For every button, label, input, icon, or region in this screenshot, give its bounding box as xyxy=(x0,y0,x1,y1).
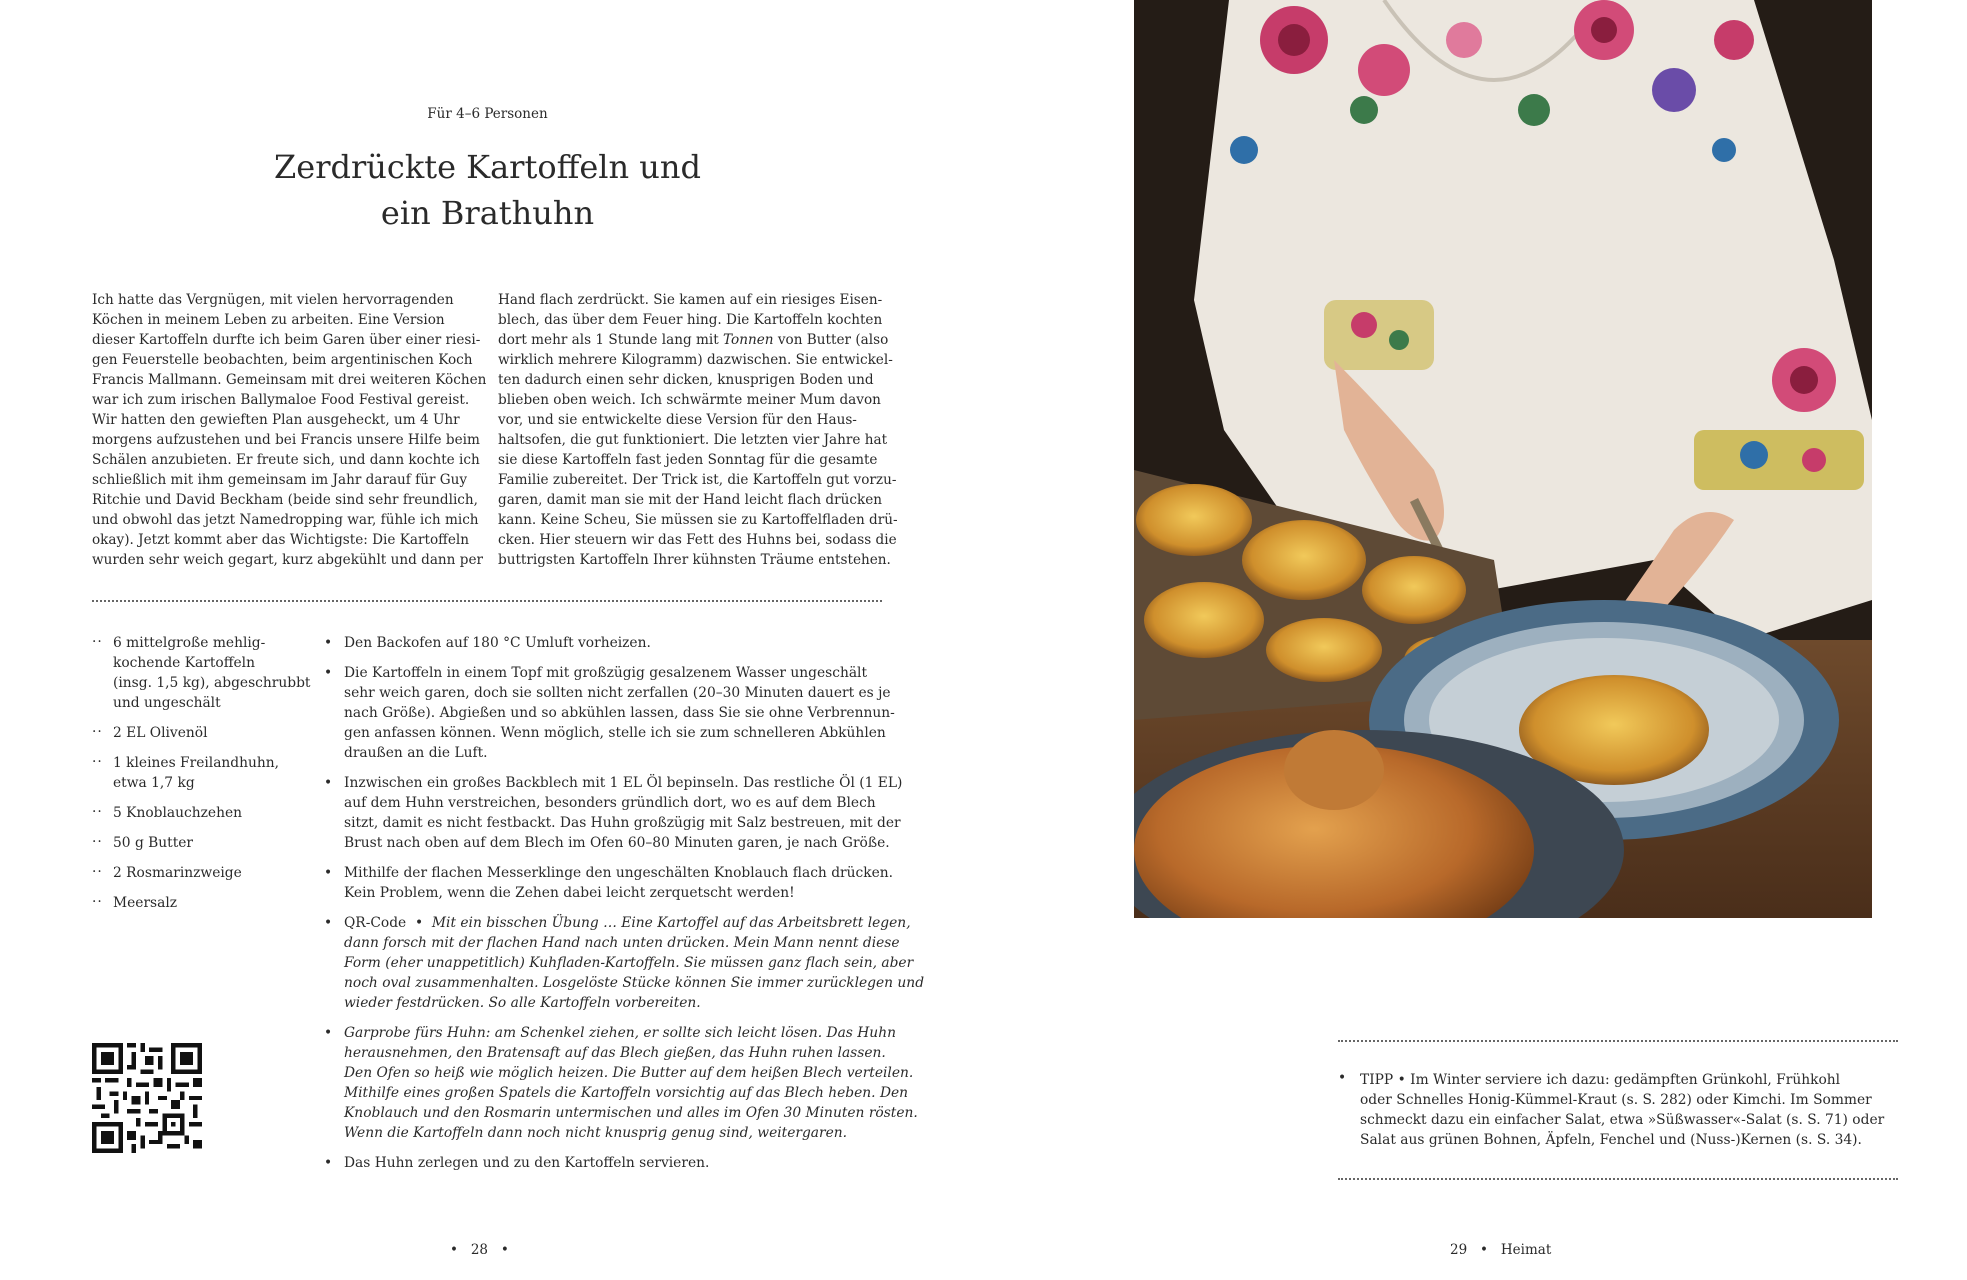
intro-line: Schälen anzubieten. Er freute sich, und dann kochte ich xyxy=(92,452,480,468)
ingredient-item xyxy=(92,723,312,743)
ingredient-line: 50 g Butter xyxy=(113,835,194,851)
intro-line: war ich zum irischen Ballymaloe Food Festival gereist. xyxy=(92,392,470,408)
ingredient-line: ·· 1 kleines Freilandhuhn, xyxy=(113,755,280,771)
intro-line: und obwohl das jetzt Namedropping war, fühle ich mich xyxy=(92,512,479,528)
intro-line: Hand flach zerdrückt. Sie kamen auf ein riesiges Eisen- xyxy=(498,292,883,308)
ingredient-line: 2 EL Olivenöl xyxy=(113,725,208,741)
step-text: Mit ein bisschen Übung … Eine Kartoffel auf das Arbeitsbrett legen, xyxy=(431,915,911,931)
recipe-photo xyxy=(1134,0,1872,918)
intro-line: Familie zubereitet. Der Trick ist, die Kartoffeln gut vorzu- xyxy=(498,472,897,488)
step-line: herausnehmen, den Bratensaft auf das Blech gießen, das Huhn ruhen lassen. xyxy=(344,1045,886,1061)
intro-column-right xyxy=(498,290,898,570)
ingredient-line: ·· 6 mittelgroße mehlig- xyxy=(113,635,266,651)
step-line: draußen an die Luft. xyxy=(344,745,488,761)
step-line: Wenn die Kartoffeln dann noch nicht knusprig genug sind, weitergaren. xyxy=(344,1125,848,1141)
intro-line: Ritchie und David Beckham (beide sind sehr freundlich, xyxy=(92,492,479,508)
intro-line: wirklich mehrere Kilogramm) dazwischen. Sie entwickel- xyxy=(498,352,893,368)
ingredient-list xyxy=(92,633,312,923)
recipe-title-line-2: ein Brathuhn xyxy=(380,194,595,232)
tip-line: oder Schnelles Honig-Kümmel-Kraut (s. S. 282) oder Kimchi. Im Sommer xyxy=(1360,1092,1872,1108)
step-line: • Den Backofen auf 180 °C Umluft vorheizen. xyxy=(344,635,651,651)
page-number-left: • 28 • xyxy=(450,1242,509,1258)
intro-line: cken. Hier steuern wir das Fett des Huhns bei, sodass die xyxy=(498,532,897,548)
tip-divider-bottom xyxy=(1338,1178,1898,1180)
serving-size: Für 4–6 Personen xyxy=(427,106,548,122)
section-divider xyxy=(92,600,882,602)
intro-line xyxy=(498,330,889,350)
intro-line: buttrigsten Kartoffeln Ihrer kühnsten Träume entstehen. xyxy=(498,552,891,568)
step-line: auf dem Huhn verstreichen, besonders gründlich dort, wo es auf dem Blech xyxy=(344,795,876,811)
intro-line: okay). Jetzt kommt aber das Wichtigste: Die Kartoffeln xyxy=(92,532,469,548)
intro-column-left xyxy=(92,290,487,570)
intro-line: vor, und sie entwickelte diese Version für den Haus- xyxy=(498,412,857,428)
method-step xyxy=(322,773,903,853)
step-line: gen anfassen können. Wenn möglich, stelle ich sie zum schnelleren Abkühlen xyxy=(344,725,886,741)
step-line: sehr weich garen, doch sie sollten nicht zerfallen (20–30 Minuten dauert es je xyxy=(344,685,891,701)
intro-line: schließlich mit ihm gemeinsam im Jahr darauf für Guy xyxy=(92,472,468,488)
qr-code-label: QR-Code • xyxy=(344,915,432,931)
ingredient-line: und ungeschält xyxy=(113,695,221,711)
intro-line: blieben oben weich. Ich schwärmte meiner Mum davon xyxy=(498,392,881,408)
method-step xyxy=(322,863,894,903)
emphasis-word: Tonnen xyxy=(723,332,774,348)
intro-line: Ich hatte das Vergnügen, mit vielen hervorragenden xyxy=(92,292,454,308)
method-step xyxy=(322,1023,918,1143)
step-line: dann forsch mit der flachen Hand nach unten drücken. Mein Mann nennt diese xyxy=(344,935,900,951)
step-line xyxy=(344,913,911,933)
qr-code-icon[interactable] xyxy=(92,1043,202,1153)
ingredient-line: (insg. 1,5 kg), abgeschrubbt xyxy=(113,675,311,691)
method-step xyxy=(322,1153,882,1173)
ingredient-item xyxy=(92,833,312,853)
ingredient-line: 2 Rosmarinzweige xyxy=(113,865,242,881)
step-line: sitzt, damit es nicht festbackt. Das Huhn großzügig mit Salz bestreuen, mit der xyxy=(344,815,901,831)
method-step xyxy=(322,633,882,653)
intro-line: ten dadurch einen sehr dicken, knusprigen Boden und xyxy=(498,372,874,388)
ingredient-item xyxy=(92,893,312,913)
step-line: Brust nach oben auf dem Blech im Ofen 60–80 Minuten garen, je nach Größe. xyxy=(344,835,890,851)
step-line: • Die Kartoffeln in einem Topf mit großzügig gesalzenem Wasser ungeschält xyxy=(344,665,868,681)
step-line: Kein Problem, wenn die Zehen dabei leicht zerquetscht werden! xyxy=(344,885,795,901)
method-steps xyxy=(322,633,925,1183)
ingredient-line: Meersalz xyxy=(113,895,178,911)
step-line: Form (eher unappetitlich) Kuhfladen-Kartoffeln. Sie müssen ganz flach sein, aber xyxy=(344,955,914,971)
intro-line: sie diese Kartoffeln fast jeden Sonntag für die gesamte xyxy=(498,452,878,468)
step-line: • Das Huhn zerlegen und zu den Kartoffeln servieren. xyxy=(344,1155,710,1171)
step-line: • Garprobe fürs Huhn: am Schenkel ziehen, er sollte sich leicht lösen. Das Huhn xyxy=(344,1025,896,1041)
intro-line: Francis Mallmann. Gemeinsam mit drei weiteren Köchen xyxy=(92,372,487,388)
intro-line: morgens aufzustehen und bei Francis unsere Hilfe beim xyxy=(92,432,480,448)
step-line: • Inzwischen ein großes Backblech mit 1 EL Öl bepinseln. Das restliche Öl (1 EL) xyxy=(344,775,903,791)
ingredient-item xyxy=(92,753,312,793)
intro-line: kann. Keine Scheu, Sie müssen sie zu Kartoffelfladen drü- xyxy=(498,512,898,528)
intro-line: Wir hatten den gewieften Plan ausgeheckt, um 4 Uhr xyxy=(92,412,460,428)
intro-line: wurden sehr weich gegart, kurz abgekühlt und dann per xyxy=(92,552,483,568)
tip-box xyxy=(1360,1070,1908,1150)
ingredient-item xyxy=(92,633,312,713)
step-line: Mithilfe eines großen Spatels die Kartoffeln vorsichtig auf das Blech heben. Den xyxy=(344,1085,909,1101)
intro-line: Köchen in meinem Leben zu arbeiten. Eine Version xyxy=(92,312,445,328)
ingredient-line: kochende Kartoffeln xyxy=(113,655,255,671)
intro-line: dieser Kartoffeln durfte ich beim Garen über einer riesi- xyxy=(92,332,481,348)
step-line: noch oval zusammenhalten. Losgelöste Stücke können Sie immer zurücklegen und xyxy=(344,975,925,991)
step-line: Knoblauch und den Rosmarin untermischen und alles im Ofen 30 Minuten rösten. xyxy=(344,1105,918,1121)
step-line: nach Größe). Abgießen und so abkühlen lassen, dass Sie sie ohne Verbrennun- xyxy=(344,705,895,721)
method-step xyxy=(322,913,925,1013)
recipe-title xyxy=(180,144,795,236)
intro-line: blech, das über dem Feuer hing. Die Kartoffeln kochten xyxy=(498,312,883,328)
intro-text: von Butter (also xyxy=(777,332,889,348)
step-line: wieder festdrücken. So alle Kartoffeln vorbereiten. xyxy=(344,995,701,1011)
intro-text: dort mehr als 1 Stunde lang mit xyxy=(498,332,719,348)
tip-line: Salat aus grünen Bohnen, Äpfeln, Fenchel und (Nuss-)Kernen (s. S. 34). xyxy=(1360,1132,1862,1148)
ingredient-item xyxy=(92,863,312,883)
method-step xyxy=(322,663,895,763)
tip-bullet: • xyxy=(1338,1070,1347,1086)
intro-line: haltsofen, die gut funktioniert. Die letzten vier Jahre hat xyxy=(498,432,888,448)
step-line: • Mithilfe der flachen Messerklinge den ungeschälten Knoblauch flach drücken. xyxy=(344,865,894,881)
intro-line: gen Feuerstelle beobachten, beim argentinischen Koch xyxy=(92,352,473,368)
tip-line: schmeckt dazu ein einfacher Salat, etwa »Süßwasser«-Salat (s. S. 71) oder xyxy=(1360,1112,1885,1128)
tip-line: TIPP • Im Winter serviere ich dazu: gedämpften Grünkohl, Frühkohl xyxy=(1360,1072,1841,1088)
page-number-right: 29 • Heimat xyxy=(1450,1242,1552,1258)
tip-divider-top xyxy=(1338,1040,1898,1042)
intro-line: garen, damit man sie mit der Hand leicht flach drücken xyxy=(498,492,883,508)
ingredient-line: etwa 1,7 kg xyxy=(113,775,195,791)
step-line: Den Ofen so heiß wie möglich heizen. Die Butter auf dem heißen Blech verteilen. xyxy=(344,1065,914,1081)
ingredient-item xyxy=(92,803,312,823)
recipe-title-line-1: Zerdrückte Kartoffeln und xyxy=(274,148,701,186)
ingredient-line: 5 Knoblauchzehen xyxy=(113,805,243,821)
